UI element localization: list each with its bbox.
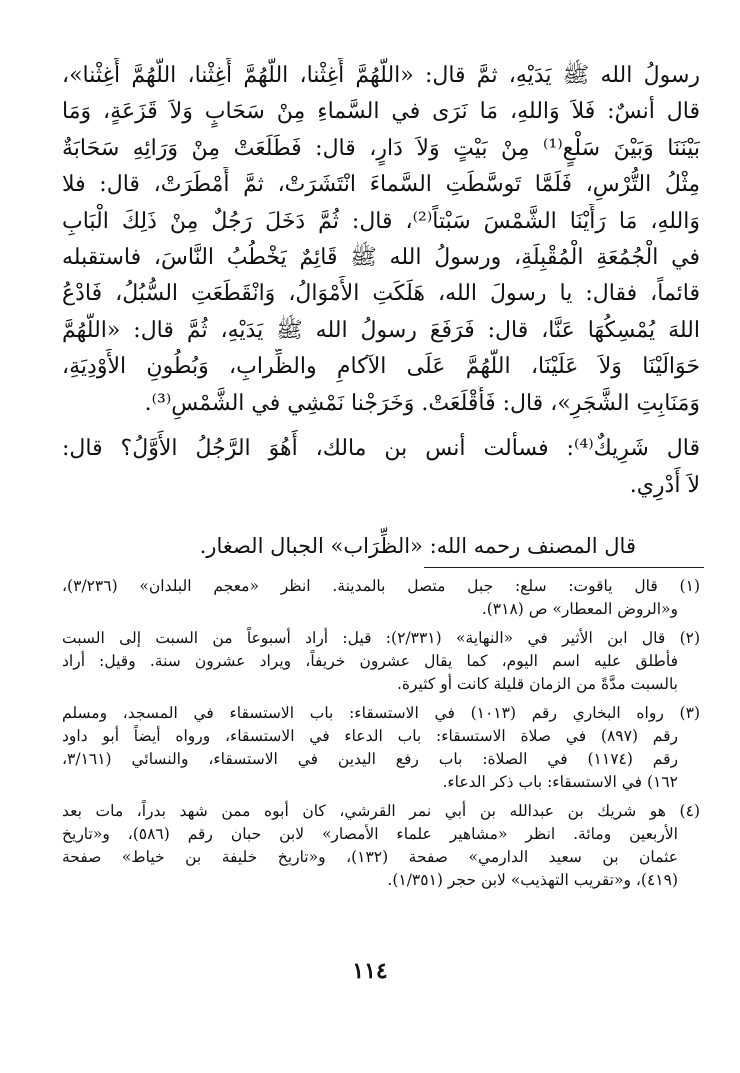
footnote-3 [62,702,700,794]
text-line: قال أنسٌ: فَلاَ وَاللهِ، مَا نَرَى في السَّماءِ مِنْ سَحَابٍ وَلاَ قَزَعَةٍ، وَمَا [62,99,700,125]
footnote-line: رقم (٨٩٧) في صلاة الاستسقاء: باب الدعاء في الاستسقاء، ورواه أيضاً أبو داود [62,727,678,745]
text-line: لاَ أَدْرِي. [629,472,700,498]
footnote-line: رقم (١١٧٤) في الصلاة: باب رفع اليدين في الاستسقاء، والنسائي (٣/١٦١، [62,750,679,768]
footnote-4 [62,800,700,892]
footnote-line: بالسبت مدَّةً من الزمان قليلة كانت أو كثيرة. [396,675,678,693]
footnote-line: ١٦٢) في الاستسقاء: باب ذكر الدعاء. [442,773,678,791]
main-text [62,58,700,504]
text-line: رسولُ الله ﷺ يَدَيْهِ، ثمَّ قال: «اللَّهُمَّ أَغِثْنا، اللَّهُمَّ أَغِثْنا، اللَّهُمَّ أَغِثْنا»، [62,63,700,88]
text-line: وَاللهِ، مَا رَأَيْنَا الشَّمْسَ سَبْتاً⁽²⁾، قال: ثُمَّ دَخَلَ رَجُلٌ مِنْ ذَلِكَ الْبَابِ [62,208,700,234]
footnote-line: الأربعين ومائة. انظر «مشاهير علماء الأمصار» لابن حبان رقم (٥٨٦)، و«تاريخ [62,825,678,843]
footnote-line: (٢) قال ابن الأثير في «النهاية» (٢/٣٣١): قيل: أراد أسبوعاً من السبت إلى السبت [62,629,700,647]
text-line: اللهَ يُمْسِكُهَا عَنَّا، قال: فَرَفَعَ رسولُ الله ﷺ يَدَيْهِ، ثُمَّ قال: «اللَّهُمَّ [62,317,700,343]
footnote-line: عثمان بن سعيد الدارمي» صفحة (١٣٢)، و«تاريخ خليفة بن خياط» صفحة [62,848,679,866]
text-line: مِثْلُ التُّرْسِ، فَلَمَّا تَوسَّطَتِ السَّماءَ انْتَشَرَتْ، ثمَّ أَمْطَرَتْ، قال: فلا [62,172,700,198]
text-line: في الْجُمُعَةِ الْمُقْبِلَةِ، ورسولُ الله ﷺ قَائِمٌ يَخْطُبُ النَّاسَ، فاستقبله [62,244,700,270]
text-line: حَوَالَيْنَا وَلاَ عَلَيْنَا، اللَّهُمَّ عَلَى الآكامِ والظِّرابِ، وَبُطُونِ الأَوْدِيَةِ، [62,354,700,380]
footnote-2 [62,627,700,696]
footnote-line: (١) قال ياقوت: سلع: جبل متصل بالمدينة. انظر «معجم البلدان» (٣/٢٣٦)، [62,577,700,595]
footnote-line: و«الروض المعطار» ص (٣١٨). [481,600,678,618]
author-note: قال المصنف رحمه الله: «الظِّرَاب» الجبال الصغار. [199,534,636,558]
text-line: بَيْنَنَا وَبَيْنَ سَلْعٍ⁽¹⁾ مِنْ بَيْتٍ وَلاَ دَارٍ، قال: فَطَلَعَتْ مِنْ وَرَائِهِ سَحَابَةٌ [62,135,700,161]
footnote-line: (٤١٩)، و«تقريب التهذيب» لابن حجر (١/٣٥١). [387,871,678,889]
text-line: قائماً، فقال: يا رسولَ الله، هَلَكَتِ الأَمْوَالُ، وَانْقَطَعَتِ السُّبُلُ، فَادْعُ [62,281,700,307]
page-number: ١١٤ [352,958,388,984]
footnote-line: فأطلق عليه اسم اليوم، كما يقال عشرون خريفاً، ويراد عشرون سنة. وقيل: أراد [62,652,678,670]
footnotes [62,575,700,898]
sharik-paragraph [62,430,700,504]
footnote-line: (٣) رواه البخاري رقم (١٠١٣) في الاستسقاء: باب الاستسقاء في المسجد، ومسلم [62,704,700,722]
footnote-1 [62,575,700,621]
footnote-line: (٤) هو شريك بن عبدالله بن أبي نمر القرشي، كان أبوه ممن شهد بدراً، مات بعد [62,802,700,820]
text-line: وَمَنَابِتِ الشَّجَرِ»، قال: فَأَقْلَعَتْ. وَخَرَجْنا نَمْشِي في الشَّمْسِ⁽³⁾. [144,390,700,416]
hadith-paragraph [62,58,700,422]
text-line: قال شَرِيكٌ⁽⁴⁾: فسألت أنس بن مالك، أَهُوَ الرَّجُلُ الأَوَّلُ؟ قال: [62,435,700,461]
footnote-divider [424,567,704,568]
